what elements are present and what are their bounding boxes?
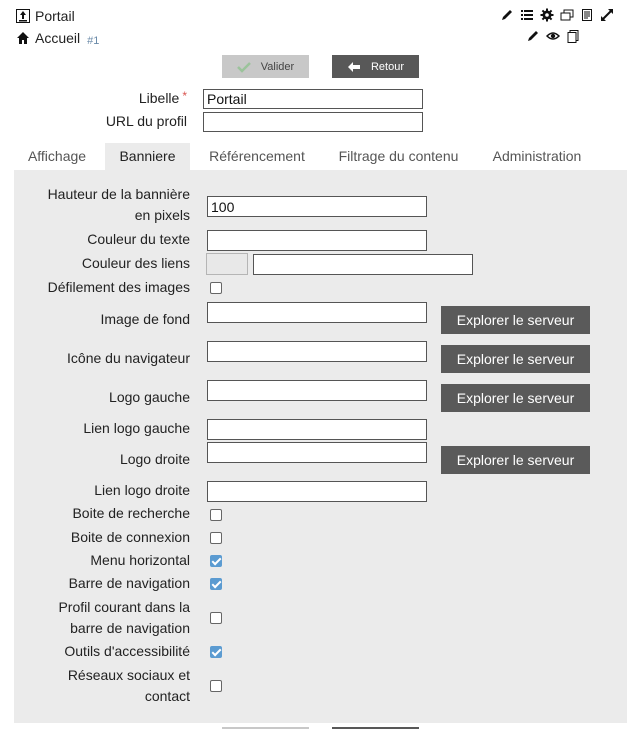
url-profil-label: URL du profil	[105, 113, 187, 129]
background-image-explore-button[interactable]: Explorer le serveur	[441, 306, 590, 334]
banner-height-label: Hauteur de la bannière en pixels	[47, 186, 190, 223]
right-logo-label: Logo droite	[119, 451, 190, 467]
horizontal-menu-label: Menu horizontal	[90, 552, 190, 568]
libelle-label: Libelle *	[138, 89, 187, 106]
retour-button[interactable]	[332, 55, 419, 78]
link-color-label: Couleur des liens	[81, 255, 190, 271]
required-mark: *	[182, 89, 187, 103]
libelle-input[interactable]	[203, 89, 423, 109]
scroll-images-label: Défilement des images	[47, 279, 190, 295]
right-logo-explore-button[interactable]: Explorer le serveur	[441, 446, 590, 474]
link-color-swatch[interactable]	[206, 253, 248, 275]
url-profil-input[interactable]	[203, 112, 423, 132]
pencil-icon[interactable]	[526, 29, 540, 43]
banner-height-input[interactable]	[207, 196, 427, 217]
accessibility-checkbox[interactable]	[210, 646, 222, 658]
breadcrumb-home[interactable]	[16, 30, 99, 46]
text-color-input[interactable]	[207, 230, 427, 251]
nav-bar-label: Barre de navigation	[68, 575, 190, 591]
back-arrow-icon	[347, 61, 361, 73]
valider-button[interactable]	[222, 55, 309, 78]
nav-bar-checkbox[interactable]	[210, 578, 222, 590]
list-icon[interactable]	[520, 8, 534, 22]
background-image-label: Image de fond	[100, 311, 190, 327]
expand-icon[interactable]	[600, 8, 614, 22]
document-icon[interactable]	[580, 8, 594, 22]
gear-icon[interactable]	[540, 8, 554, 22]
accessibility-label: Outils d'accessibilité	[64, 643, 190, 659]
current-profile-label: Profil courant dans la barre de navigation	[58, 599, 190, 636]
left-logo-link-input[interactable]	[207, 419, 427, 440]
check-icon	[237, 61, 251, 73]
eye-icon[interactable]	[546, 29, 560, 43]
page-toolbar-secondary	[526, 29, 580, 43]
breadcrumb-home-label: Accueil	[35, 30, 81, 46]
home-icon	[16, 31, 30, 45]
search-box-label: Boite de recherche	[72, 505, 190, 521]
retour-button-label: Retour	[370, 60, 405, 73]
search-box-checkbox[interactable]	[210, 509, 222, 521]
tab-referencement[interactable]: Référencement	[209, 148, 305, 164]
social-checkbox[interactable]	[210, 680, 222, 692]
right-logo-link-input[interactable]	[207, 481, 427, 502]
tab-filtrage-contenu[interactable]: Filtrage du contenu	[338, 148, 459, 164]
text-color-label: Couleur du texte	[87, 231, 190, 247]
left-logo-explore-button[interactable]: Explorer le serveur	[441, 384, 590, 412]
right-logo-input[interactable]	[207, 442, 427, 463]
login-box-checkbox[interactable]	[210, 532, 222, 544]
scroll-images-checkbox[interactable]	[210, 282, 222, 294]
background-image-input[interactable]	[207, 302, 427, 323]
link-color-input[interactable]	[253, 254, 473, 275]
right-logo-link-label: Lien logo droite	[94, 482, 190, 498]
browser-icon-input[interactable]	[207, 341, 427, 362]
tab-affichage[interactable]: Affichage	[27, 148, 87, 164]
login-box-label: Boite de connexion	[70, 529, 190, 545]
tab-administration[interactable]: Administration	[492, 148, 582, 164]
pencil-icon[interactable]	[500, 8, 514, 22]
left-logo-link-label: Lien logo gauche	[83, 420, 190, 436]
left-logo-input[interactable]	[207, 380, 427, 401]
breadcrumb-portal-label: Portail	[35, 8, 75, 24]
copy-icon[interactable]	[566, 29, 580, 43]
valider-button-label: Valider	[260, 60, 295, 73]
page-toolbar	[500, 8, 614, 22]
browser-icon-label: Icône du navigateur	[67, 350, 190, 366]
portal-icon	[16, 9, 30, 23]
tab-banniere[interactable]: Banniere	[105, 143, 190, 170]
breadcrumb-portal[interactable]	[16, 8, 75, 24]
horizontal-menu-checkbox[interactable]	[210, 555, 222, 567]
tab-bar	[14, 143, 627, 170]
windows-icon[interactable]	[560, 8, 574, 22]
breadcrumb-home-suffix: #1	[87, 35, 100, 47]
left-logo-label: Logo gauche	[109, 389, 190, 405]
browser-icon-explore-button[interactable]: Explorer le serveur	[441, 345, 590, 373]
current-profile-checkbox[interactable]	[210, 612, 222, 624]
social-label: Réseaux sociaux et contact	[67, 667, 190, 704]
